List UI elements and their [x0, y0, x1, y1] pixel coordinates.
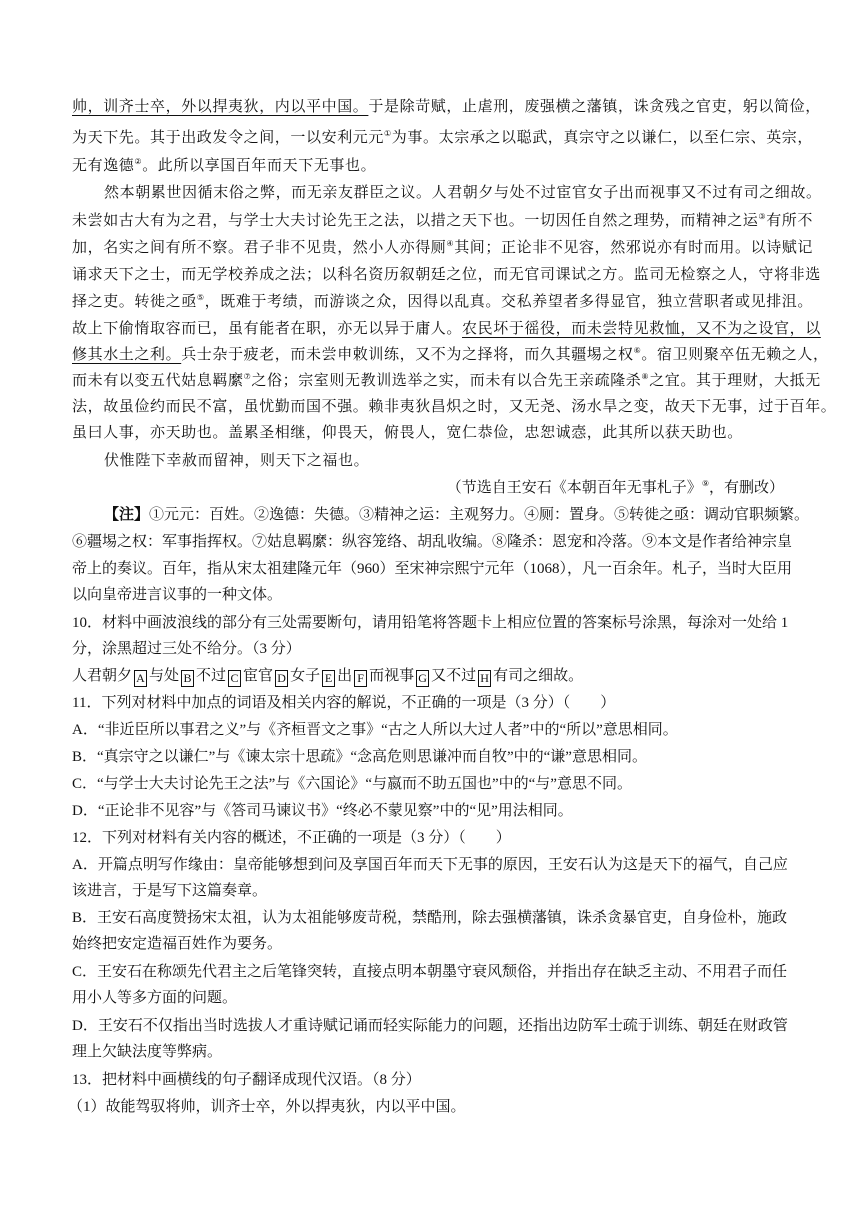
question-10-stem: 10．材料中画波浪线的部分有三处需要断句，请用铅笔将答题卡上相应位置的答案标号涂黑，每涂对一处给 1 — [72, 615, 789, 631]
note-marker: ⑧ — [641, 372, 650, 381]
note-marker: ⑤ — [196, 293, 205, 302]
question-10-stem: 分，涂黑超过三处不给分。（3 分） — [72, 641, 301, 657]
break-option-e[interactable]: E — [322, 670, 335, 687]
question-12-option-d: D．王安石不仅指出当时选拔人才重诗赋记诵而轻实际能力的问题，还指出边防军士疏于训练、朝廷在财政管 — [72, 1018, 788, 1034]
passage-line: 伏惟陛下幸赦而留神，则天下之福也。 — [104, 451, 370, 469]
passage-line: 未尝如古大有为之君，与学士大夫讨论先王之法，以措之天下也。一切因任自然之理势，而精神之运③有所不 — [72, 211, 813, 229]
question-12-option-a: 该进言，于是写下这篇奏章。 — [72, 883, 268, 899]
notes-line: 帝上的奏议。百年，指从宋太祖建隆元年（960）至宋神宗熙宁元年（1068），凡一百余年。札子，当时大臣用 — [72, 561, 793, 577]
break-option-g[interactable]: G — [416, 670, 429, 687]
note-marker: ⑨ — [701, 479, 709, 488]
question-11-option-c: C．“与学士大夫讨论先王之法”与《六国论》“与嬴而不助五国也”中的“与”意思不同。 — [72, 776, 632, 792]
passage-line: 而未有以变五代姑息羁縻⑦之俗；宗室则无教训选举之实，而未有以合先王亲疏隆杀⑧之宜。其于理财，大抵无 — [72, 371, 821, 389]
note-marker: ③ — [758, 212, 767, 221]
break-option-d[interactable]: D — [275, 670, 288, 687]
passage-line: 修其水土之利。兵士杂于疲老，而未尝申敕训练，又不为之择将，而久其疆埸之权⑥。宿卫则聚卒伍无赖之人， — [72, 345, 829, 363]
notes-line: 以向皇帝进言议事的一种文体。 — [72, 587, 283, 603]
question-12-option-c: C．王安石在称颂先代君主之后笔锋突转，直接点明本朝墨守衰风颓俗，并指出存在缺乏主动、不用君子而任 — [72, 964, 788, 980]
question-12-stem: 12．下列对材料有关内容的概述，不正确的一项是（3 分）（ ） — [72, 830, 511, 846]
source-attribution: （节选自王安石《本朝百年无事札子》⑨，有删改） — [446, 479, 784, 496]
passage-line: 帅，训齐士卒，外以捍夷狄，内以平中国。于是除苛赋，止虐刑，废强横之藩镇，诛贪残之官吏，躬以简俭， — [72, 97, 821, 115]
break-option-b[interactable]: B — [181, 670, 194, 687]
note-marker: ⑥ — [633, 346, 642, 355]
question-11-stem: 11．下列对材料中加点的词语及相关内容的解说，不正确的一项是（3 分）（ ） — [72, 695, 616, 711]
note-marker: ② — [134, 157, 143, 166]
passage-line: 故上下偷惰取容而已，虽有能者在职，亦无以异于庸人。农民坏于徭役，而未尝特见救恤，又不为之设官，以 — [72, 319, 821, 337]
question-12-option-a: A．开篇点明写作缘由：皇帝能够想到问及享国百年而天下无事的原因，王安石认为这是天下的福气，自己应 — [72, 857, 788, 873]
break-option-c[interactable]: C — [228, 670, 241, 687]
question-13-sentence-1: （1）故能驾驭将帅，训齐士卒，外以捍夷狄，内以平中国。 — [68, 1099, 466, 1115]
question-11-option-d: D．“正论非不见容”与《答司马谏议书》“终必不蒙见察”中的“见”用法相同。 — [72, 803, 573, 819]
notes-line: ⑥疆埸之权：军事指挥权。⑦姑息羁縻：纵容笼络、胡乱收编。⑧隆杀：恩宠和冷落。⑨本文是作者给神宗皇 — [72, 534, 793, 550]
question-11-option-b: B．“真宗守之以谦仁”与《谏太宗十思疏》“念高危则思谦冲而自牧”中的“谦”意思相同。 — [72, 749, 647, 765]
question-12-option-c: 用小人等多方面的问题。 — [72, 990, 238, 1006]
passage-line: 加，名实之间有所不察。君子非不见贵，然小人亦得厕④其间；正论非不见容，然邪说亦有时而用。以诗赋记 — [72, 238, 813, 256]
underlined-sentence: 修其水土之利。 — [72, 345, 182, 363]
break-option-a[interactable]: A — [134, 670, 147, 687]
question-11-option-a: A．“非近臣所以事君之义”与《齐桓晋文之事》“古之人所以大过人者”中的“所以”意思相同。 — [72, 722, 678, 738]
passage-line: 为天下先。其于出政发令之间，一以安利元元①为事。太宗承之以聪武，真宗守之以谦仁，以至仁宗、英宗， — [72, 128, 813, 146]
question-13-stem: 13．把材料中画横线的句子翻译成现代汉语。（8 分） — [72, 1072, 421, 1088]
break-option-h[interactable]: H — [478, 670, 491, 687]
note-marker: ⑦ — [243, 372, 252, 381]
break-option-f[interactable]: F — [354, 670, 367, 687]
passage-line: 择之吏。转徙之亟⑤，既难于考绩，而游谈之众，因得以乱真。交私养望者多得显官，独立营职者或见排沮。 — [72, 292, 813, 310]
note-marker: ① — [384, 129, 392, 138]
question-12-option-b: 始终把安定造福百姓作为要务。 — [72, 936, 283, 952]
passage-line: 法，故虽俭约而民不富，虽忧勤而国不强。赖非夷狄昌炽之时，又无尧、汤水旱之变，故天下无事，过于百年。 — [72, 397, 837, 415]
underlined-sentence: 帅，训齐士卒，外以捍夷狄，内以平中国。 — [72, 97, 369, 115]
question-12-option-d: 理上欠缺法度等弊病。 — [72, 1044, 223, 1060]
underlined-sentence: 农民坏于徭役，而未尝特见救恤，又不为之设官，以 — [462, 319, 821, 337]
question-12-option-b: B．王安石高度赞扬宋太祖，认为太祖能够废苛税，禁酷刑，除去强横藩镇，诛杀贪暴官吏，自身俭朴，施政 — [72, 910, 788, 926]
question-10-sentence: 人君朝夕 A 与处 B 不过 C 宦官 D 女子 E 出 F 而视事 G 又不过 H 有司之细故。 — [72, 668, 584, 685]
notes-line: 【注】①元元：百姓。②逸德：失德。③精神之运：主观努力。④厕：置身。⑤转徙之亟：调动官职频繁。 — [104, 507, 810, 523]
passage-line: 虽曰人事，亦天助也。盖累圣相继，仰畏天，俯畏人，宽仁恭俭，忠恕诚悫，此其所以获天助也。 — [72, 423, 743, 441]
passage-line: 无有逸德②。此所以享国百年而天下无事也。 — [72, 156, 377, 174]
notes-label: 【注】 — [104, 507, 150, 523]
passage-line: 诵求天下之士，而无学校养成之法；以科名资历叙朝廷之位，而无官司课试之方。监司无检察之人，守将非选 — [72, 265, 821, 283]
note-marker: ④ — [446, 239, 455, 248]
passage-line: 然本朝累世因循末俗之弊，而无亲友群臣之议。人君朝夕与处不过宦官女子出而视事又不过有司之细故。 — [104, 183, 822, 201]
